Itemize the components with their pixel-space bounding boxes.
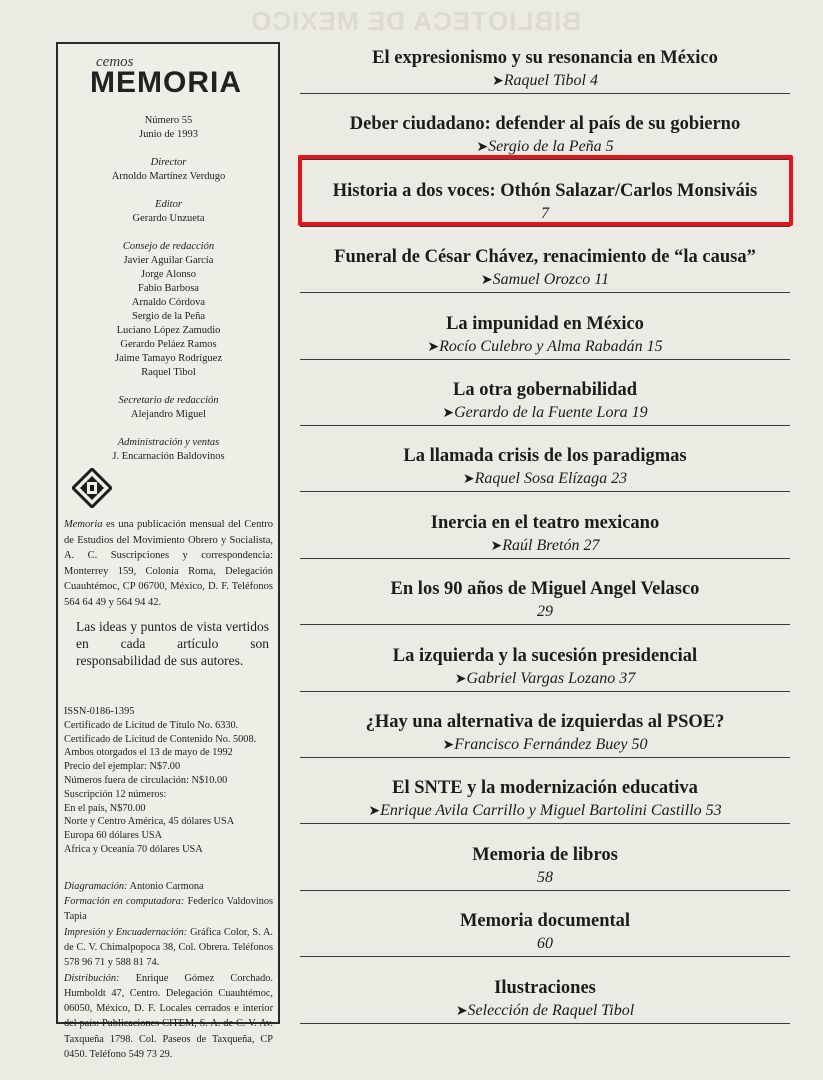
toc-entry[interactable]	[300, 644, 790, 692]
toc-entry-author-page	[300, 269, 790, 292]
credit-label: Impresión y Encuadernación:	[64, 926, 188, 938]
toc-entry-title: El expresionismo y su resonancia en México	[372, 48, 718, 68]
board-member: Arnaldo Córdova	[131, 297, 206, 308]
legal-line: Africa y Oceanía 70 dólares USA	[64, 843, 203, 855]
toc-entry-author-page	[300, 535, 790, 558]
toc-entry-title: Memoria documental	[459, 911, 631, 932]
toc-entry-author-page	[300, 867, 790, 889]
board-list	[64, 254, 273, 380]
legal-line: Precio del ejemplar: N$7.00	[64, 761, 181, 773]
disclaimer: Las ideas y puntos de vista vertidos en cada artículo son responsabilidad de sus autores.	[76, 619, 269, 668]
arrow-icon: ➤	[492, 74, 504, 89]
toc-entry-author-page	[300, 1000, 790, 1023]
toc-entry-title: Historia a dos voces: Othón Salazar/Carlos Monsiváis	[332, 180, 758, 201]
board-member: Fabio Barbosa	[138, 283, 199, 294]
arrow-icon: ➤	[368, 804, 381, 820]
arrow-icon: ➤	[490, 538, 503, 554]
secretary-role: Secretario de redacción	[118, 395, 219, 406]
arrow-icon: ➤	[462, 472, 475, 488]
toc-entry-title: Memoria de libros	[472, 844, 618, 865]
board-member: Raquel Tibol	[141, 367, 196, 378]
toc-entry[interactable]	[300, 444, 790, 492]
legal-line: Europa 60 dólares USA	[64, 830, 163, 842]
toc-entry-author-text: 60	[537, 935, 553, 953]
toc-entry-author-text: Francisco Fernández Buey 50	[454, 736, 648, 753]
issue-number: Número 55	[144, 115, 193, 126]
toc-entry-title: Funeral de César Chávez, renacimiento de “la causa”	[334, 247, 756, 268]
editor-name: Gerardo Unzueta	[132, 213, 205, 224]
publication-info	[64, 517, 273, 610]
board-member: Jorge Alonso	[141, 269, 196, 280]
selection-highlight	[298, 155, 793, 226]
toc-entry-author-text: Rocío Culebro y Alma Rabadán 15	[439, 337, 663, 355]
production-credits	[64, 879, 273, 1063]
legal-line: Certificado de Licitud de Contenido No. 5008.	[64, 733, 257, 745]
legal-line: Suscripción 12 números:	[64, 788, 167, 800]
toc-entry-title: Deber ciudadano: defender al país de su gobierno	[349, 114, 741, 135]
toc-entry-author-text: 29	[537, 603, 553, 621]
toc-entry-title: La otra gobernabilidad	[453, 380, 637, 400]
arrow-icon: ➤	[442, 738, 455, 753]
credit-line	[64, 894, 273, 925]
logo-cemos: cemos	[96, 54, 134, 70]
arrow-icon: ➤	[442, 406, 455, 421]
masthead-box	[56, 42, 280, 1061]
toc-entry-title: Inercia en el teatro mexicano	[430, 512, 660, 533]
toc-entry-author-text: Gabriel Vargas Lozano 37	[466, 669, 636, 687]
toc-entry[interactable]	[300, 776, 790, 824]
toc-entry-title: La impunidad en México	[446, 313, 644, 334]
toc-entry-author-text: Samuel Orozco 11	[492, 271, 610, 289]
legal-info	[64, 705, 273, 857]
toc-entry-author-text: 7	[541, 204, 549, 222]
cemos-emblem-icon	[72, 468, 112, 508]
credit-text: Enrique Gómez Corchado. Humboldt 47, Centro. Delegación Cuauhtémoc, 06050, México, D. F. Locales cerrados e interior del país: Publicaciones CITEM, S. A. de C. V. Av. Taxqueña 1798. Col. Paseos de Taxqueña, CP 0450. Teléfono 549 73 29.	[64, 972, 273, 1061]
legal-line: Números fuera de circulación: N$10.00	[64, 774, 228, 786]
toc-entry-author-text: Sergio de la Peña 5	[488, 138, 614, 156]
credit-line	[64, 879, 273, 894]
legal-line: ISSN-0186-1395	[64, 706, 135, 717]
toc-entry[interactable]	[300, 511, 790, 559]
publication-lead: Memoria	[64, 519, 103, 530]
credit-label: Distribución:	[64, 972, 120, 984]
board-member: Luciano López Zamudio	[116, 325, 221, 336]
secretary-name: Alejandro Miguel	[131, 409, 206, 420]
toc-entry-title: El SNTE y la modernización educativa	[392, 778, 698, 799]
director-name: Arnoldo Martínez Verdugo	[111, 171, 226, 182]
arrow-icon: ➤	[454, 671, 467, 687]
toc-entry-author-text: Raúl Bretón 27	[502, 536, 600, 554]
admin-role: Administración y ventas	[117, 437, 220, 448]
toc-entry[interactable]	[300, 909, 790, 957]
board-member: Jaime Tamayo Rodríguez	[115, 353, 222, 364]
issue-date: Junio de 1993	[139, 129, 198, 140]
arrow-icon: ➤	[476, 140, 489, 156]
toc-entry[interactable]	[300, 710, 790, 758]
director-role: Director	[150, 157, 187, 168]
toc-entry-author-text: 58	[537, 868, 553, 886]
legal-line: En el país, N$70.00	[64, 802, 146, 814]
board-member: Javier Aguilar García	[123, 255, 214, 266]
toc-entry-title: ¿Hay una alternativa de izquierdas al PSOE?	[365, 712, 725, 732]
toc-entry-author-page	[300, 336, 790, 359]
toc-entry-author-page	[300, 468, 790, 491]
toc-entry-author-page	[300, 402, 790, 425]
credit-line	[64, 971, 273, 1063]
publication-text: es una publicación mensual del Centro de Estudios del Movimiento Obrero y Socialista, A. C. Suscripciones y correspondencia: Monterrey 159, Colonia Roma, Delegación Cuauhtémoc, CP 06700, México, D. F. Teléfonos 564 64 49 y 564 94 42.	[64, 519, 274, 608]
credit-text: Federico Valdovinos Tapia	[64, 896, 274, 923]
toc-entry[interactable]	[300, 46, 790, 94]
toc-entry-title: En los 90 años de Miguel Angel Velasco	[390, 579, 700, 600]
toc-entry-author-text: Selección de Raquel Tibol	[467, 1001, 635, 1019]
memoria-logo	[64, 52, 273, 104]
arrow-icon: ➤	[455, 1003, 468, 1019]
toc-entry[interactable]	[300, 112, 790, 160]
toc-entry-author-text: Raquel Sosa Elízaga 23	[474, 470, 628, 488]
toc-entry[interactable]	[300, 976, 790, 1024]
credit-label: Diagramación:	[64, 880, 128, 892]
board-member: Sergio de la Peña	[132, 311, 205, 322]
toc-entry[interactable]	[300, 245, 790, 293]
toc-entry[interactable]	[300, 312, 790, 360]
arrow-icon: ➤	[480, 273, 493, 289]
legal-line: Certificado de Licitud de Título No. 6330.	[64, 719, 239, 731]
toc-entry[interactable]	[300, 577, 790, 625]
toc-entry-author-text: Raquel Tibol 4	[503, 72, 598, 89]
toc-entry-title: Ilustraciones	[494, 977, 596, 998]
toc-entry-author-page	[300, 933, 790, 955]
toc-entry[interactable]	[300, 378, 790, 426]
editor-role: Editor	[155, 199, 182, 210]
credit-label: Formación en computadora:	[64, 896, 185, 908]
toc-entry-author-page	[300, 601, 790, 623]
toc-entry-author-text: Enrique Avila Carrillo y Miguel Bartolini Castillo 53	[380, 802, 722, 820]
library-stamp: BIBLIOTECA DE MEXICO	[250, 6, 582, 36]
credit-line	[64, 925, 273, 971]
toc-entry-author-text: Gerardo de la Fuente Lora 19	[454, 404, 648, 421]
credit-text: Antonio Carmona	[129, 880, 204, 892]
toc-entry-author-page	[300, 668, 790, 691]
admin-name: J. Encarnación Baldovinos	[112, 451, 225, 462]
legal-line: Ambos otorgados el 13 de mayo de 1992	[64, 747, 233, 759]
logo-memoria: MEMORIA	[90, 66, 242, 99]
arrow-icon: ➤	[427, 339, 440, 355]
toc-entry-title: La llamada crisis de los paradigmas	[403, 446, 687, 467]
toc-entry-author-page	[300, 734, 790, 757]
board-role: Consejo de redacción	[122, 241, 215, 252]
toc-entry-author-page	[300, 70, 790, 93]
toc-entry[interactable]	[300, 843, 790, 891]
toc-entry-title: La izquierda y la sucesión presidencial	[392, 645, 698, 666]
board-member: Gerardo Peláez Ramos	[120, 339, 217, 350]
legal-line: Norte y Centro América, 45 dólares USA	[64, 816, 235, 828]
credit-text: Gráfica Color, S. A. de C. V. Chimalpopoca 38, Col. Obrera. Teléfonos 578 96 71 y 588 81 74.	[64, 926, 274, 969]
toc-entry-author-page	[300, 800, 790, 823]
